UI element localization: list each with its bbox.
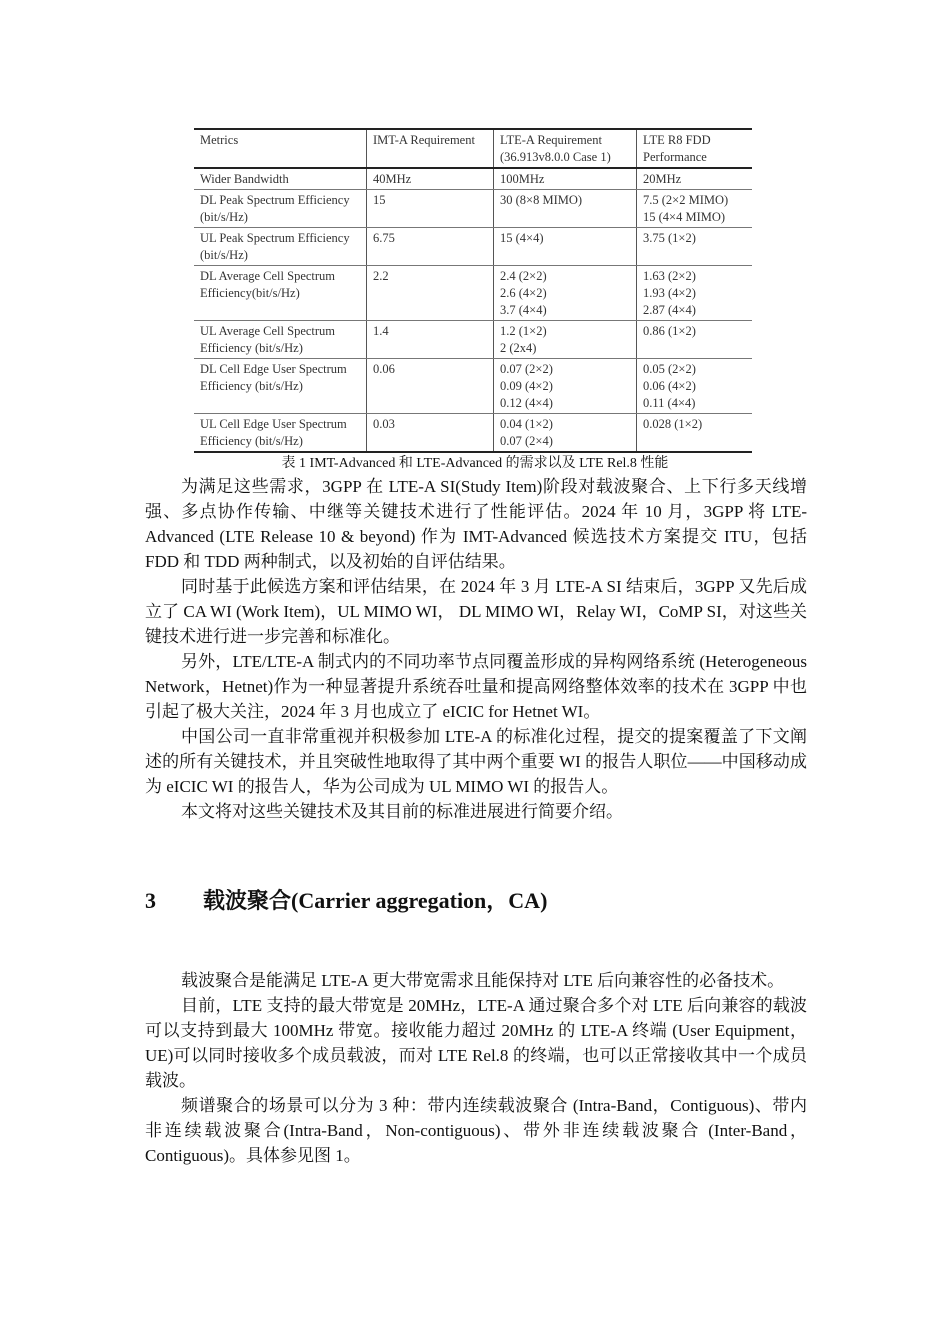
cell-line: 20MHz: [643, 172, 682, 186]
table-cell: [194, 228, 367, 266]
header-cell: LTE-A Requirement (36.913v8.0.0 Case 1): [494, 129, 637, 168]
paragraph: 载波聚合是能满足 LTE-A 更大带宽需求且能保持对 LTE 后向兼容性的必备技术。: [181, 971, 785, 990]
cell-line: 7.5 (2×2 MIMO): [643, 193, 729, 207]
cell-line: 0.06 (4×2): [643, 379, 696, 393]
table-caption: 表 1 IMT-Advanced 和 LTE-Advanced 的需求以及 LTE Rel.8 性能: [281, 456, 669, 471]
paragraph: 频谱聚合的场景可以分为 3 种：带内连续载波聚合 (Intra-Band，Contiguous)、带内非连续载波聚合(Intra-Band，Non-contiguous)、带外非连续载波聚合 (Inter-Band，Contiguous)。具体参见图 1。: [145, 1096, 807, 1165]
cell-line: UL Cell Edge User Spectrum: [200, 417, 347, 431]
cell-line: 2.6 (4×2): [500, 286, 547, 300]
table-cell: [367, 168, 494, 190]
paragraph: 目前，LTE 支持的最大带宽是 20MHz，LTE-A 通过聚合多个对 LTE 后向兼容的载波可以支持到最大 100MHz 带宽。接收能力超过 20MHz 的 LTE-A 终端 (User Equipment，UE)可以同时接收多个成员载波，而对 LTE Rel.8 的终端，也可以正常接收其中一个成员载波。: [145, 996, 807, 1090]
table-row: [194, 414, 752, 453]
cell-line: 2.2: [373, 269, 389, 283]
header-cell: Metrics: [194, 129, 367, 168]
cell-line: 2.87 (4×4): [643, 303, 696, 317]
table-cell: [367, 228, 494, 266]
header-cell: LTE R8 FDD Performance: [637, 129, 753, 168]
section-number: 3: [145, 888, 156, 913]
table-row: [194, 228, 752, 266]
requirements-table: [194, 128, 752, 453]
table-cell: [637, 190, 753, 228]
cell-line: DL Average Cell Spectrum: [200, 269, 336, 283]
cell-line: Efficiency (bit/s/Hz): [200, 379, 303, 393]
cell-line: Efficiency (bit/s/Hz): [200, 434, 303, 448]
paragraph: 中国公司一直非常重视并积极参加 LTE-A 的标准化过程，提交的提案覆盖了下文阐述的所有关键技术，并且突破性地取得了其中两个重要 WI 的报告人职位——中国移动成为 eICIC WI 的报告人，华为公司成为 UL MIMO WI 的报告人。: [145, 727, 807, 796]
table-cell: [367, 414, 494, 453]
table-cell: [494, 321, 637, 359]
cell-line: 0.09 (4×2): [500, 379, 553, 393]
table-cell: [637, 321, 753, 359]
cell-line: 2 (2x4): [500, 341, 537, 355]
cell-line: 1.2 (1×2): [500, 324, 547, 338]
cell-line: 2.4 (2×2): [500, 269, 547, 283]
cell-line: 15 (4×4): [500, 231, 544, 245]
table-cell: [194, 266, 367, 321]
cell-line: 15: [373, 193, 386, 207]
cell-line: 0.07 (2×4): [500, 434, 553, 448]
cell-line: UL Peak Spectrum Efficiency: [200, 231, 350, 245]
table-cell: [194, 359, 367, 414]
cell-line: Efficiency (bit/s/Hz): [200, 341, 303, 355]
header-cell: IMT-A Requirement: [367, 129, 494, 168]
table-header-row: [194, 129, 752, 168]
table-cell: [494, 168, 637, 190]
table-row: [194, 359, 752, 414]
cell-line: (bit/s/Hz): [200, 248, 248, 262]
cell-line: 30 (8×8 MIMO): [500, 193, 583, 207]
cell-line: (bit/s/Hz): [200, 210, 248, 224]
table-cell: [637, 228, 753, 266]
table-cell: [194, 414, 367, 453]
table-cell: [367, 359, 494, 414]
cell-line: 1.93 (4×2): [643, 286, 696, 300]
cell-line: 6.75: [373, 231, 395, 245]
cell-line: 15 (4×4 MIMO): [643, 210, 726, 224]
cell-line: 0.03: [373, 417, 395, 431]
section-body: [145, 474, 807, 824]
cell-line: 0.11 (4×4): [643, 396, 696, 410]
table-cell: [637, 266, 753, 321]
cell-line: 0.04 (1×2): [500, 417, 553, 431]
table-cell: [494, 359, 637, 414]
paragraph: 同时基于此候选方案和评估结果，在 2024 年 3 月 LTE-A SI 结束后，3GPP 又先后成立了 CA WI (Work Item)，UL MIMO WI， DL MIMO WI，Relay WI，CoMP SI，对这些关键技术进行进一步完善和标准化。: [145, 577, 807, 646]
cell-line: 3.7 (4×4): [500, 303, 547, 317]
section-heading: [145, 884, 547, 915]
table-cell: [194, 190, 367, 228]
table-cell: [494, 228, 637, 266]
table-cell: [637, 168, 753, 190]
cell-line: 0.06: [373, 362, 395, 376]
table-row: [194, 190, 752, 228]
section-title: 载波聚合(Carrier aggregation，CA): [203, 888, 548, 913]
cell-line: DL Cell Edge User Spectrum: [200, 362, 347, 376]
cell-line: UL Average Cell Spectrum: [200, 324, 336, 338]
cell-line: Wider Bandwidth: [200, 172, 289, 186]
table-cell: [367, 266, 494, 321]
table-row: [194, 266, 752, 321]
cell-line: 0.05 (2×2): [643, 362, 696, 376]
cell-line: Efficiency(bit/s/Hz): [200, 286, 300, 300]
cell-line: 0.07 (2×2): [500, 362, 553, 376]
cell-line: 40MHz: [373, 172, 412, 186]
table-cell: [194, 168, 367, 190]
cell-line: 1.4: [373, 324, 389, 338]
table-cell: [367, 321, 494, 359]
paragraph: 为满足这些需求，3GPP 在 LTE-A SI(Study Item)阶段对载波聚合、上下行多天线增强、多点协作传输、中继等关键技术进行了性能评估。2024 年 10 月，3GPP 将 LTE-Advanced (LTE Release 10 & beyond) 作为 IMT-Advanced 候选技术方案提交 ITU，包括 FDD 和 TDD 两种制式，以及初始的自评估结果。: [145, 477, 807, 571]
paragraph: 本文将对这些关键技术及其目前的标准进展进行简要介绍。: [181, 802, 623, 821]
section-body-ca: [145, 968, 807, 1168]
cell-line: DL Peak Spectrum Efficiency: [200, 193, 350, 207]
paragraph: 另外，LTE/LTE-A 制式内的不同功率节点同覆盖形成的异构网络系统 (Heterogeneous Network，Hetnet)作为一种显著提升系统吞吐量和提高网络整体效率的技术在 3GPP 中也引起了极大关注，2024 年 3 月也成立了 eICIC for Hetnet WI。: [145, 652, 807, 721]
table-cell: [367, 190, 494, 228]
table-row: [194, 168, 752, 190]
table-cell: [494, 190, 637, 228]
table-cell: [494, 266, 637, 321]
table-cell: [494, 414, 637, 453]
table-cell: [637, 359, 753, 414]
cell-line: 0.86 (1×2): [643, 324, 696, 338]
cell-line: 0.12 (4×4): [500, 396, 553, 410]
cell-line: 100MHz: [500, 172, 545, 186]
table-cell: [194, 321, 367, 359]
table-row: [194, 321, 752, 359]
cell-line: 1.63 (2×2): [643, 269, 696, 283]
table-cell: [637, 414, 753, 453]
cell-line: 3.75 (1×2): [643, 231, 696, 245]
cell-line: 0.028 (1×2): [643, 417, 703, 431]
